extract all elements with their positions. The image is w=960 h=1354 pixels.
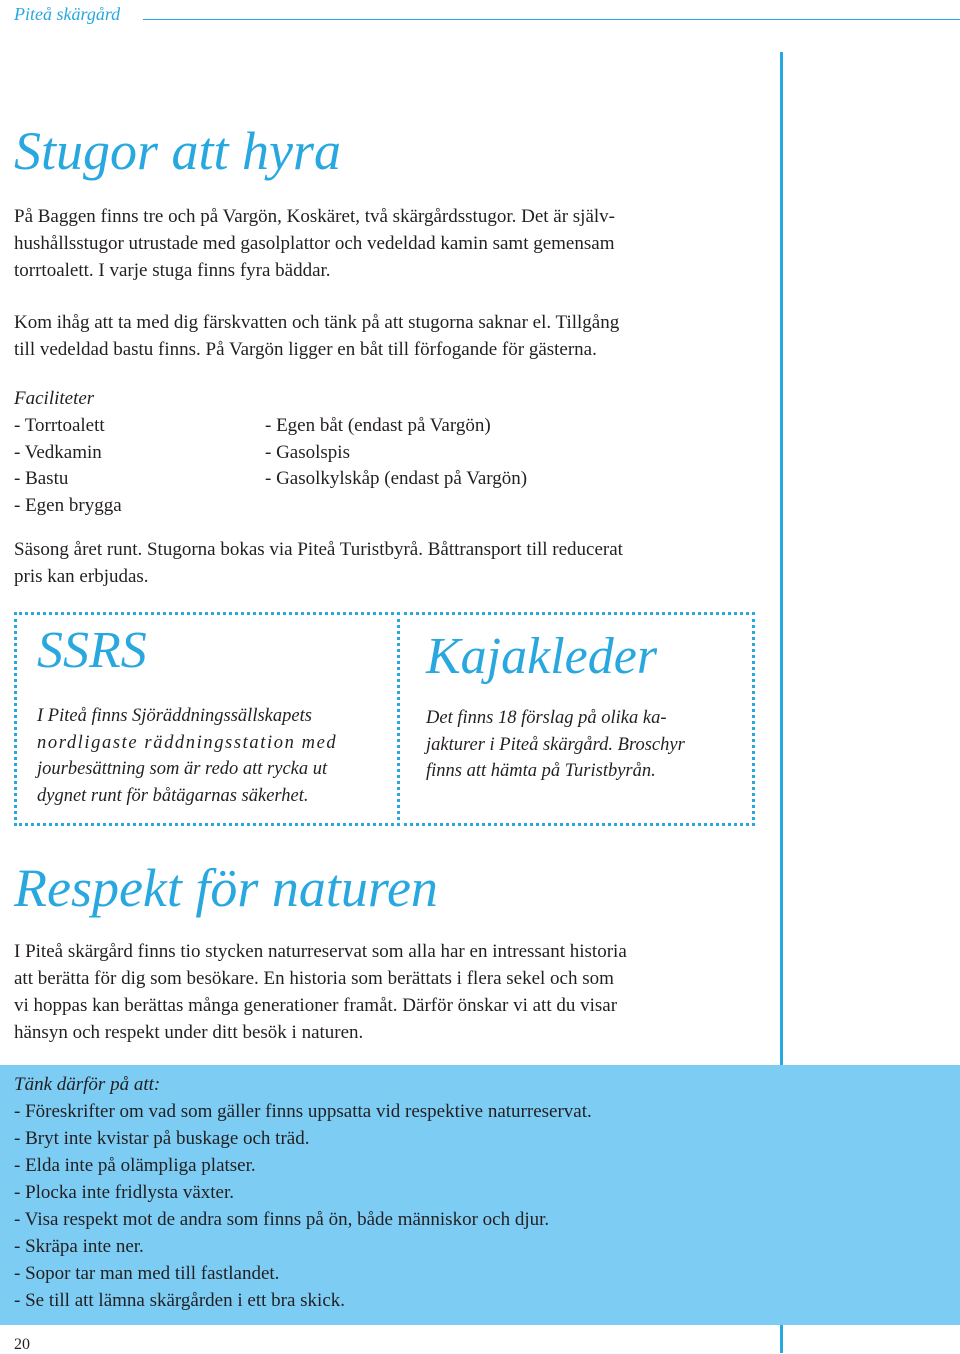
heading-stugor: Stugor att hyra	[14, 121, 342, 181]
text-line: I Piteå skärgård finns tio stycken naturreservat som alla har en intressant historia	[14, 941, 627, 962]
list-item: - Gasolkylskåp (endast på Vargön)	[265, 468, 528, 489]
text-line: Säsong året runt. Stugorna bokas via Piteå Turistbyrå. Båttransport till reducerat	[14, 539, 623, 560]
paragraph-season	[14, 536, 774, 590]
text-line: dygnet runt för båtägarnas säkerhet.	[37, 785, 309, 806]
running-header: Piteå skärgård	[14, 4, 121, 24]
page-number: 20	[14, 1336, 30, 1353]
list-item: - Torrtoalett	[14, 415, 105, 436]
header-rule	[143, 19, 960, 20]
list-item: - Föreskrifter om vad som gäller finns uppsatta vid respektive naturreservat.	[14, 1101, 592, 1122]
kajak-text	[426, 705, 685, 785]
text-line: jourbesättning som är redo att rycka ut	[37, 759, 328, 779]
text-line: torrtoalett. I varje stuga finns fyra bäddar.	[14, 260, 331, 281]
list-item: - Egen båt (endast på Vargön)	[265, 415, 491, 436]
facilities-list-left	[14, 413, 122, 519]
list-item: - Bastu	[14, 468, 69, 489]
text-line: pris kan erbjudas.	[14, 566, 149, 587]
list-item: - Visa respekt mot de andra som finns på ön, både människor och djur.	[14, 1209, 550, 1230]
list-item: - Bryt inte kvistar på buskage och träd.	[14, 1128, 310, 1149]
tips-label: Tänk därför på att:	[14, 1074, 161, 1095]
text-line: hushållsstugor utrustade med gasolplattor och vedeldad kamin samt gemensam	[14, 233, 615, 254]
text-line: nordligaste räddningsstation med	[37, 732, 338, 753]
text-line: I Piteå finns Sjöräddningssällskapets	[37, 706, 312, 726]
text-line: hänsyn och respekt under ditt besök i naturen.	[14, 1022, 364, 1043]
text-line: finns att hämta på Turistbyrån.	[426, 761, 656, 781]
list-item: - Elda inte på olämpliga platser.	[14, 1155, 256, 1176]
list-item: - Vedkamin	[14, 441, 102, 463]
list-item: - Se till att lämna skärgården i ett bra skick.	[14, 1290, 345, 1311]
text-line: Det finns 18 förslag på olika ka-	[426, 708, 667, 728]
paragraph-stugor-tips	[14, 309, 774, 363]
ssrs-text	[37, 703, 337, 809]
text-line: till vedeldad bastu finns. På Vargön ligger en båt till förfogande för gästerna.	[14, 339, 597, 360]
list-item: - Skräpa inte ner.	[14, 1236, 144, 1257]
list-item: - Gasolspis	[265, 441, 350, 463]
text-line: att berätta för dig som besökare. En historia som berättats i flera sekel och som	[14, 968, 614, 989]
heading-respekt: Respekt för naturen	[14, 858, 438, 918]
list-item: - Plocka inte fridlysta växter.	[14, 1182, 235, 1203]
paragraph-respekt	[14, 938, 774, 1046]
text-line: På Baggen finns tre och på Vargön, Koskäret, två skärgårdsstugor. Det är själv-	[14, 206, 616, 227]
text-line: Kom ihåg att ta med dig färskvatten och tänk på att stugorna saknar el. Tillgång	[14, 312, 620, 333]
list-item: - Sopor tar man med till fastlandet.	[14, 1263, 280, 1284]
paragraph-stugor-intro	[14, 203, 774, 284]
tips-list	[14, 1071, 592, 1314]
text-line: jakturer i Piteå skärgård. Broschyr	[426, 734, 685, 755]
facilities-label: Faciliteter	[14, 388, 95, 409]
facilities-list-right	[265, 413, 527, 493]
heading-ssrs: SSRS	[37, 622, 147, 679]
heading-kajak: Kajakleder	[426, 628, 658, 685]
text-line: vi hoppas kan berättas många generationer framåt. Därför önskar vi att du visar	[14, 995, 618, 1016]
list-item: - Egen brygga	[14, 494, 122, 516]
